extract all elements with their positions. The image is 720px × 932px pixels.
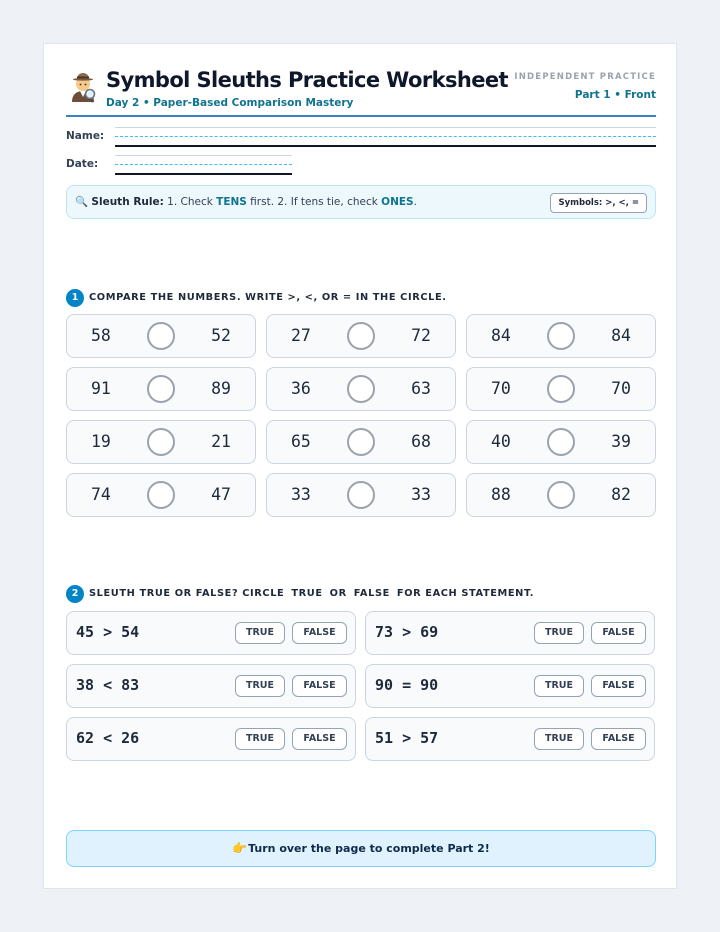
- answer-circle[interactable]: [147, 481, 175, 509]
- false-button[interactable]: FALSE: [591, 728, 646, 750]
- section-2-title-false: FALSE: [353, 588, 390, 599]
- rule-text-part-1: 1. Check: [163, 196, 217, 208]
- detective-icon: [66, 68, 100, 104]
- turn-over-banner: [66, 830, 656, 867]
- comparison-card: [266, 367, 456, 411]
- section-2-title-or: OR: [329, 588, 347, 599]
- name-label: Name:: [66, 130, 105, 142]
- right-number: 33: [411, 485, 431, 504]
- section-1-title: COMPARE THE NUMBERS. WRITE >, <, OR = IN THE CIRCLE.: [89, 292, 447, 303]
- left-number: 88: [491, 485, 511, 504]
- left-number: 19: [91, 432, 111, 451]
- true-button[interactable]: TRUE: [235, 675, 285, 697]
- left-number: 84: [491, 326, 511, 345]
- comparison-card: [466, 473, 656, 517]
- turn-over-text: Turn over the page to complete Part 2!: [248, 842, 490, 855]
- statement-card: [365, 664, 655, 708]
- left-number: 91: [91, 379, 111, 398]
- answer-circle[interactable]: [547, 428, 575, 456]
- left-number: 74: [91, 485, 111, 504]
- statement-card: [365, 717, 655, 761]
- statement-card: [66, 611, 356, 655]
- true-button[interactable]: TRUE: [235, 728, 285, 750]
- name-write-line[interactable]: [115, 127, 656, 147]
- section-1-number: 1: [66, 289, 84, 307]
- false-button[interactable]: FALSE: [292, 728, 347, 750]
- answer-circle[interactable]: [147, 322, 175, 350]
- answer-circle[interactable]: [347, 428, 375, 456]
- statement-text: 45 > 54: [76, 623, 140, 641]
- statement-text: 62 < 26: [76, 729, 140, 747]
- answer-circle[interactable]: [347, 322, 375, 350]
- answer-circle[interactable]: [347, 375, 375, 403]
- answer-circle[interactable]: [147, 428, 175, 456]
- practice-kicker: INDEPENDENT PRACTICE: [514, 72, 656, 82]
- worksheet-header: [66, 68, 656, 116]
- sleuth-rule-box: [66, 185, 656, 219]
- right-number: 39: [611, 432, 631, 451]
- rule-keyword-tens: TENS: [216, 196, 247, 208]
- worksheet-page: [43, 43, 677, 889]
- left-number: 58: [91, 326, 111, 345]
- false-button[interactable]: FALSE: [292, 622, 347, 644]
- statement-text: 38 < 83: [76, 676, 140, 694]
- answer-circle[interactable]: [547, 322, 575, 350]
- left-number: 33: [291, 485, 311, 504]
- left-number: 70: [491, 379, 511, 398]
- false-button[interactable]: FALSE: [292, 675, 347, 697]
- true-button[interactable]: TRUE: [534, 675, 584, 697]
- right-number: 21: [211, 432, 231, 451]
- part-label: Part 1 • Front: [574, 89, 656, 101]
- true-button[interactable]: TRUE: [534, 622, 584, 644]
- page-title: Symbol Sleuths Practice Worksheet: [106, 68, 508, 92]
- sleuth-rule-label: Sleuth Rule:: [91, 196, 164, 208]
- comparison-card: [266, 420, 456, 464]
- false-button[interactable]: FALSE: [591, 622, 646, 644]
- rule-keyword-ones: ONES: [381, 196, 414, 208]
- rule-text-part-2: first. 2. If tens tie, check: [246, 196, 382, 208]
- date-label: Date:: [66, 158, 99, 170]
- symbols-badge: Symbols: >, <, =: [550, 193, 647, 213]
- statement-text: 51 > 57: [375, 729, 439, 747]
- right-number: 52: [211, 326, 231, 345]
- right-number: 47: [211, 485, 231, 504]
- section-2-title-post: FOR EACH STATEMENT.: [396, 588, 535, 599]
- page-subtitle: Day 2 • Paper-Based Comparison Mastery: [106, 97, 354, 109]
- date-write-line[interactable]: [115, 155, 292, 175]
- section-2-number: 2: [66, 585, 84, 603]
- pointing-hand-icon: 👉: [232, 841, 248, 855]
- sleuth-rule-text: [75, 195, 417, 208]
- comparison-card: [466, 420, 656, 464]
- right-number: 68: [411, 432, 431, 451]
- true-button[interactable]: TRUE: [235, 622, 285, 644]
- right-number: 82: [611, 485, 631, 504]
- comparison-card: [266, 314, 456, 358]
- false-button[interactable]: FALSE: [591, 675, 646, 697]
- answer-circle[interactable]: [547, 481, 575, 509]
- rule-text-part-3: .: [413, 196, 417, 208]
- statement-text: 73 > 69: [375, 623, 439, 641]
- statement-card: [66, 664, 356, 708]
- comparison-card: [66, 473, 256, 517]
- statement-text: 90 = 90: [375, 676, 439, 694]
- comparison-card: [266, 473, 456, 517]
- section-2-title-pre: SLEUTH TRUE OR FALSE? CIRCLE: [89, 588, 285, 599]
- right-number: 70: [611, 379, 631, 398]
- right-number: 89: [211, 379, 231, 398]
- right-number: 84: [611, 326, 631, 345]
- answer-circle[interactable]: [547, 375, 575, 403]
- comparison-card: [466, 367, 656, 411]
- header-divider: [66, 115, 656, 117]
- true-button[interactable]: TRUE: [534, 728, 584, 750]
- statement-card: [66, 717, 356, 761]
- magnifier-icon: 🔍: [75, 196, 89, 208]
- left-number: 36: [291, 379, 311, 398]
- statement-card: [365, 611, 655, 655]
- right-number: 63: [411, 379, 431, 398]
- comparison-card: [66, 367, 256, 411]
- comparison-card: [66, 420, 256, 464]
- answer-circle[interactable]: [347, 481, 375, 509]
- left-number: 27: [291, 326, 311, 345]
- answer-circle[interactable]: [147, 375, 175, 403]
- section-2-title-true: TRUE: [291, 588, 323, 599]
- left-number: 65: [291, 432, 311, 451]
- section-2-title: [89, 588, 534, 599]
- left-number: 40: [491, 432, 511, 451]
- comparison-card: [466, 314, 656, 358]
- comparison-card: [66, 314, 256, 358]
- right-number: 72: [411, 326, 431, 345]
